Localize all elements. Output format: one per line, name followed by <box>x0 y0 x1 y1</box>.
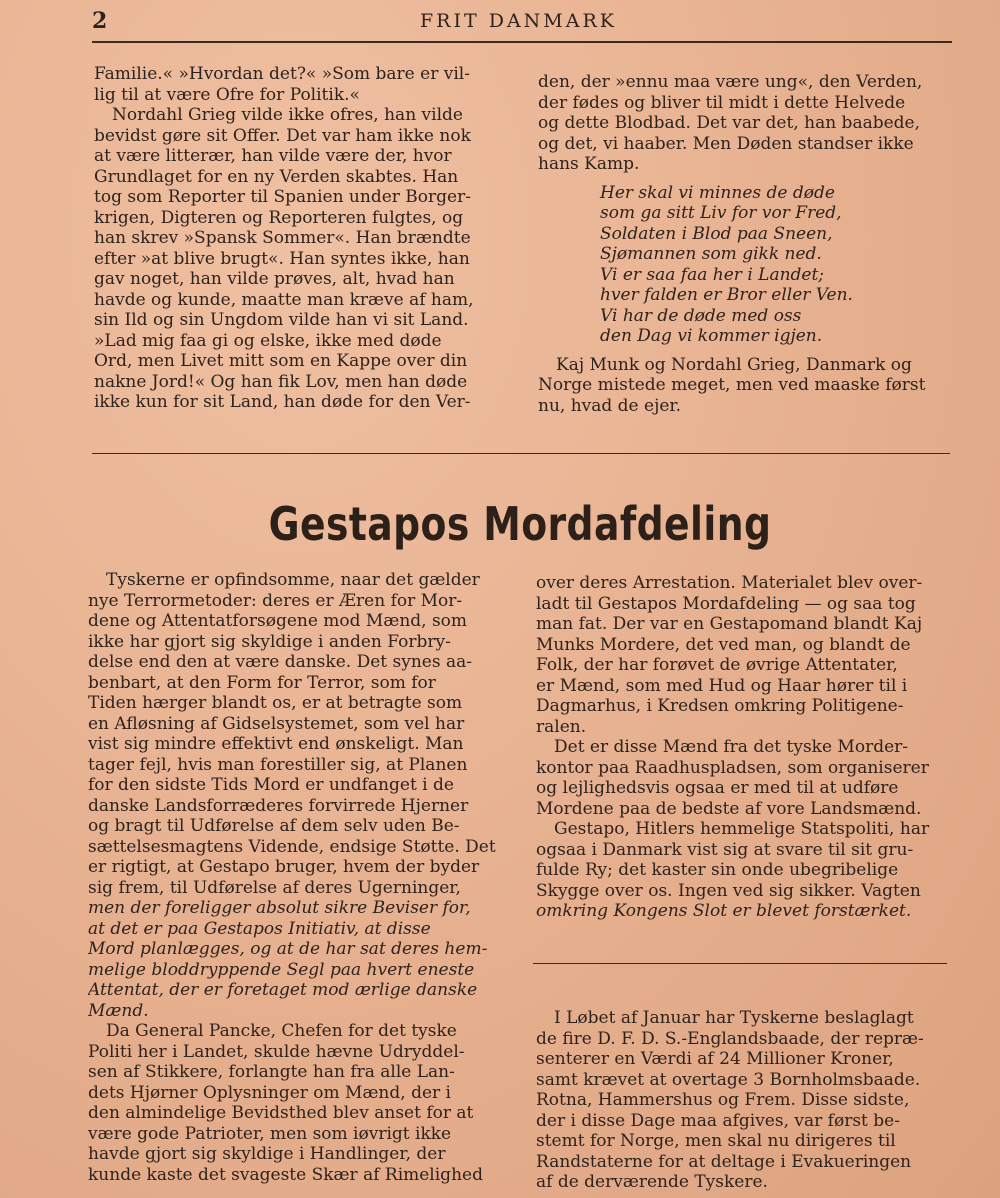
text-line: senterer en Værdi af 24 Millioner Kroner, <box>536 1049 894 1069</box>
text-line: gav noget, han vilde prøves, alt, hvad han <box>94 269 455 289</box>
text-line: Tiden hærger blandt os, er at betragte som <box>88 693 463 713</box>
text-line: nye Terrormetoder: deres er Æren for Mor- <box>88 590 463 611</box>
text-line: nu, hvad de ejer. <box>538 395 682 416</box>
text-line: Mordene paa de bedste af vore Landsmænd. <box>536 798 922 819</box>
poem-line: hver falden er Bror eller Ven. <box>600 285 853 305</box>
main-right-column <box>536 573 966 922</box>
text-line: krigen, Digteren og Reporteren fulgtes, og <box>94 207 464 228</box>
text-line: ikke kun for sit Land, han døde for den Ver- <box>94 392 471 412</box>
text-line: Nordahl Grieg vilde ikke ofres, han vilde <box>112 105 463 125</box>
text-line: Kaj Munk og Nordahl Grieg, Danmark og <box>556 354 912 375</box>
text-line: samt krævet at overtage 3 Bornholmsbaade. <box>536 1069 921 1090</box>
text-line: hans Kamp. <box>538 154 640 174</box>
text-line: den, der »ennu maa være ung«, den Verden, <box>538 72 923 92</box>
text-line: Det er disse Mænd fra det tyske Morder- <box>554 737 909 757</box>
top-right-column <box>538 72 963 416</box>
text-line: ladt til Gestapos Mordafdeling — og saa tog <box>536 593 916 614</box>
text-line: ogsaa i Danmark vist sig at svare til sit gru- <box>536 839 914 860</box>
header-rule <box>92 41 952 43</box>
text-line: de fire D. F. D. S.-Englandsbaade, der repræ- <box>536 1028 924 1049</box>
text-line: sen af Stikkere, forlangte han fra alle Lan- <box>88 1062 455 1082</box>
text-line: kunde kaste det svageste Skær af Rimelighed <box>88 1164 483 1185</box>
text-line: Folk, der har forøvet de øvrige Attentater, <box>536 655 898 675</box>
page-number: 2 <box>92 8 108 34</box>
text-line: kontor paa Raadhuspladsen, som organiserer <box>536 757 929 778</box>
text-line: ikke har gjort sig skyldige i anden Forbry- <box>88 631 451 652</box>
poem-line: Soldaten i Blod paa Sneen, <box>600 223 833 244</box>
text-line: og lejlighedsvis ogsaa er med til at udføre <box>536 778 899 798</box>
text-line: ralen. <box>536 716 587 737</box>
top-left-column <box>94 64 514 413</box>
text-line: en Afløsning af Gidselsystemet, som vel har <box>88 713 465 734</box>
text-line: og det, vi haaber. Men Døden standser ikke <box>538 133 914 154</box>
text-line: fulde Ry; det kaster sin onde ubegribelige <box>536 860 899 880</box>
text-line: Mord planlægges, og at de har sat deres hem- <box>88 939 488 959</box>
text-line: den almindelige Bevidsthed blev anset for at <box>88 1103 474 1123</box>
text-line: vist sig mindre effektivt end ønskeligt. Man <box>88 734 464 754</box>
text-line: nakne Jord!« Og han fik Lov, men han døde <box>94 371 468 392</box>
text-line: Grundlaget for en ny Verden skabtes. Han <box>94 166 459 187</box>
text-line: og dette Blodbad. Det var det, han baabede, <box>538 113 921 133</box>
text-line: og bragt til Udførelse af dem selv uden Be- <box>88 816 460 836</box>
poem-line: den Dag vi kommer igjen. <box>600 326 823 346</box>
text-line: han skrev »Spansk Sommer«. Han brændte <box>94 228 471 248</box>
text-line: der i disse Dage maa afgives, var først be- <box>536 1110 900 1131</box>
text-line: Familie.« »Hvordan det?« »Som bare er vil- <box>94 64 470 84</box>
text-line: Da General Pancke, Chefen for det tyske <box>106 1021 457 1041</box>
main-left-column <box>88 570 518 1185</box>
text-line: dene og Attentatforsøgene mod Mænd, som <box>88 611 468 631</box>
text-line: sin Ild og sin Ungdom vilde han vi sit Land. <box>94 310 469 330</box>
poem-line: som ga sitt Liv for vor Fred, <box>600 203 842 223</box>
text-line: havde gjort sig skyldige i Handlinger, der <box>88 1144 446 1164</box>
text-line: Tyskerne er opfindsomme, naar det gælder <box>106 570 480 590</box>
text-line: benbart, at den Form for Terror, som for <box>88 672 436 693</box>
text-line: bevidst gøre sit Offer. Det var ham ikke nok <box>94 125 471 146</box>
text-line: Rotna, Hammershus og Frem. Disse sidste, <box>536 1090 910 1110</box>
text-line: danske Landsforræderes forvirrede Hjerner <box>88 795 469 816</box>
poem-line: Sjømannen som gikk ned. <box>600 244 822 264</box>
text-line: være gode Patrioter, men som iøvrigt ikke <box>88 1123 452 1144</box>
text-line: Munks Mordere, det ved man, og blandt de <box>536 634 911 655</box>
text-line: Dagmarhus, i Kredsen omkring Politigene- <box>536 696 904 716</box>
text-line <box>536 881 966 902</box>
poem-line: Vi er saa faa her i Landet; <box>600 264 825 285</box>
section-rule <box>92 453 950 454</box>
text-line: at det er paa Gestapos Initiativ, at disse <box>88 918 431 939</box>
text-line: stemt for Norge, men skal nu dirigeres til <box>536 1131 896 1151</box>
text-line: over deres Arrestation. Materialet blev over- <box>536 573 923 593</box>
text-line: der fødes og bliver til midt i dette Helvede <box>538 92 906 113</box>
text-line: man fat. Der var en Gestapomand blandt Kaj <box>536 614 923 634</box>
text-line: af de derværende Tyskere. <box>536 1172 768 1192</box>
side-note-rule <box>533 963 947 964</box>
side-note-column <box>536 1008 966 1193</box>
headline: Gestapos Mordafdeling <box>268 497 772 551</box>
text-segment: Skygge over os. Ingen ved sig sikker. Vagten <box>536 880 921 901</box>
text-line: Politi her i Landet, skulde hævne Udryddel- <box>88 1041 465 1062</box>
text-line: Mænd. <box>88 1000 149 1021</box>
text-line: melige bloddryppende Segl paa hvert eneste <box>88 959 475 980</box>
text-line: efter »at blive brugt«. Han syntes ikke, han <box>94 248 470 269</box>
text-line: havde og kunde, maatte man kræve af ham, <box>94 289 474 310</box>
text-line: »Lad mig faa gi og elske, ikke med døde <box>94 330 442 351</box>
poem-line: Vi har de døde med oss <box>600 305 802 326</box>
poem-line: Her skal vi minnes de døde <box>600 182 835 203</box>
text-line: Gestapo, Hitlers hemmelige Statspoliti, har <box>554 819 930 839</box>
text-line: sættelsesmagtens Vidende, endsige Støtte. Det <box>88 836 496 857</box>
text-line: er rigtigt, at Gestapo bruger, hvem der byder <box>88 857 480 877</box>
text-line: er Mænd, som med Hud og Haar hører til i <box>536 675 908 696</box>
text-line: delse end den at være danske. Det synes aa- <box>88 652 472 672</box>
text-line: Attentat, der er foretaget mod ærlige danske <box>88 980 478 1000</box>
text-line: at være litterær, han vilde være der, hvor <box>94 146 452 166</box>
text-line: Ord, men Livet mitt som en Kappe over din <box>94 351 468 371</box>
text-line: Randstaterne for at deltage i Evakueringen <box>536 1151 912 1172</box>
text-line: dets Hjørner Oplysninger om Mænd, der i <box>88 1082 451 1103</box>
text-line: sig frem, til Udførelse af deres Ugerninger, <box>88 877 461 898</box>
text-line: for den sidste Tids Mord er undfanget i de <box>88 775 454 795</box>
text-line: I Løbet af Januar har Tyskerne beslaglagt <box>554 1008 914 1028</box>
text-line: omkring Kongens Slot er blevet forstærket. <box>536 901 912 921</box>
text-line: men der foreligger absolut sikre Beviser for, <box>88 898 471 918</box>
text-line: tager fejl, hvis man forestiller sig, at Planen <box>88 754 468 775</box>
text-line: Norge mistede meget, men ved maaske først <box>538 375 926 395</box>
publication-title: FRIT DANMARK <box>420 10 617 32</box>
text-line: lig til at være Ofre for Politik.« <box>94 84 360 105</box>
text-line: tog som Reporter til Spanien under Borger- <box>94 187 471 207</box>
